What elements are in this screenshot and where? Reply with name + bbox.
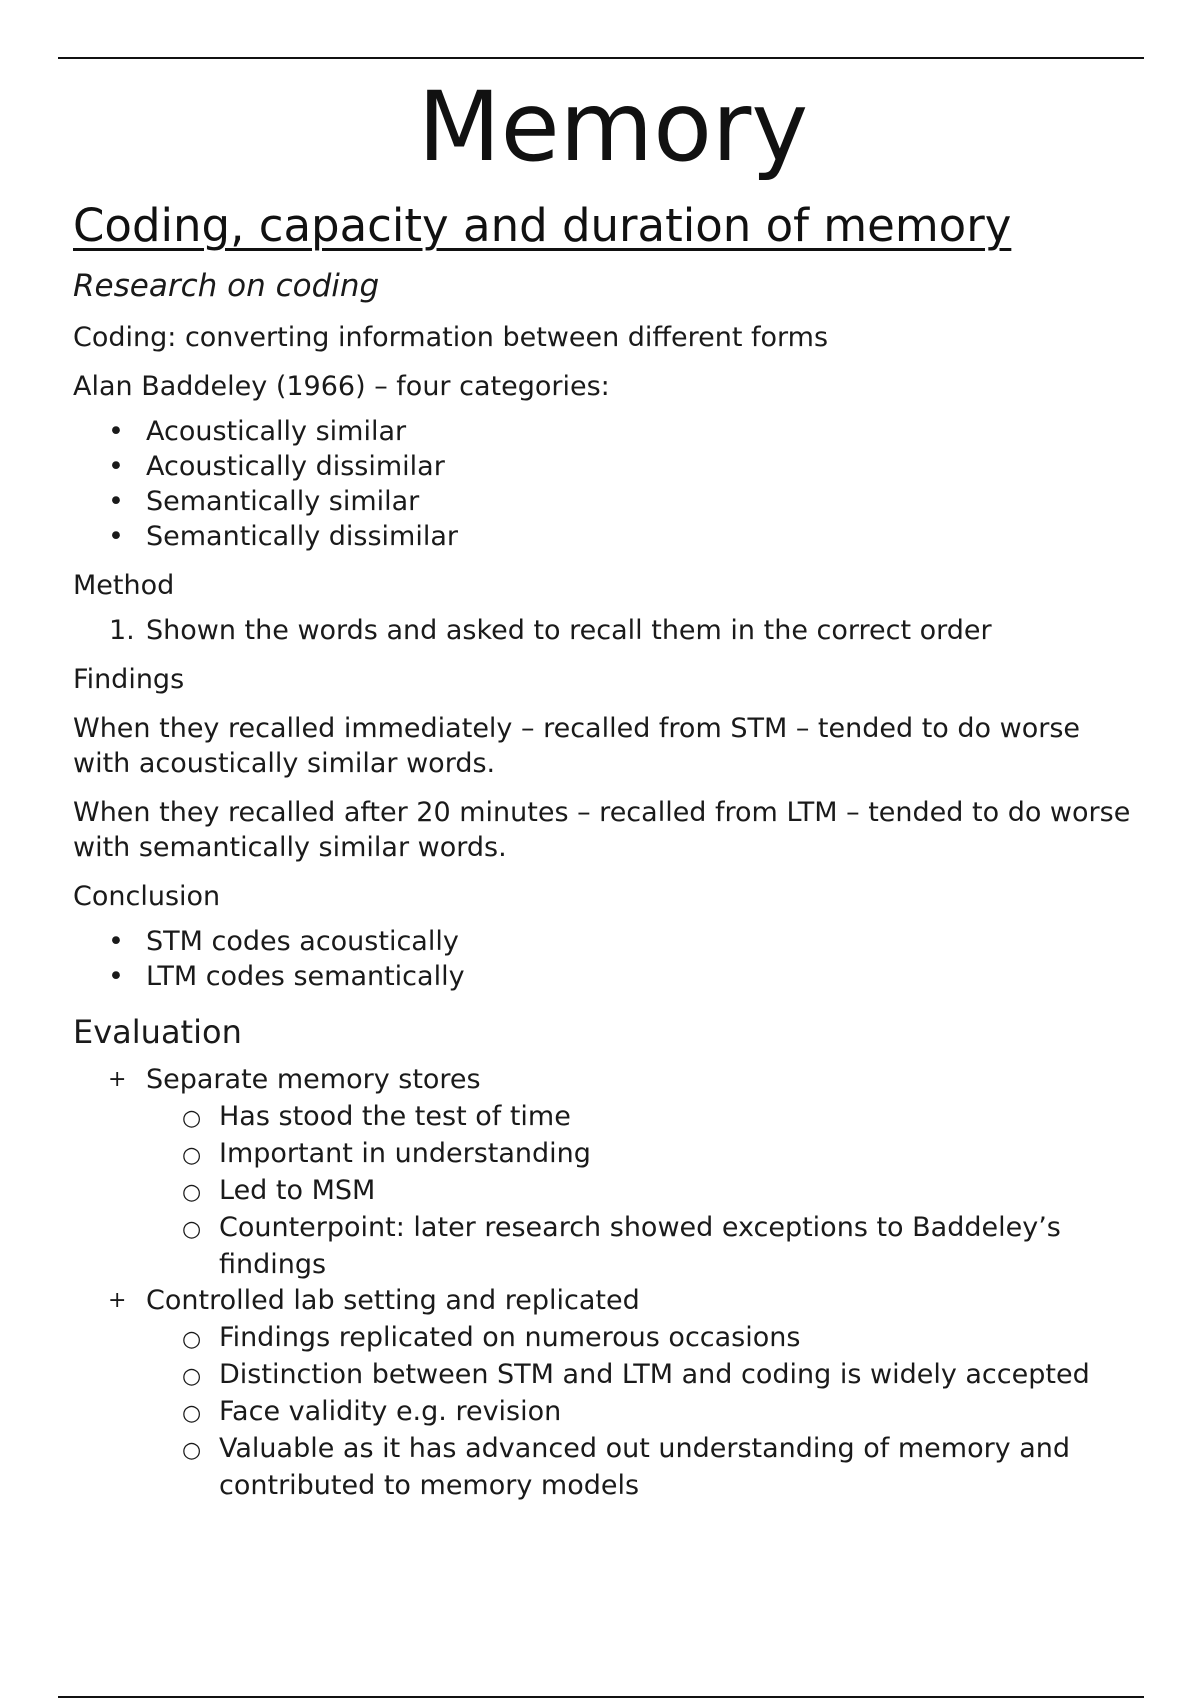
sub-list-item-text: Findings replicated on numerous occasions: [219, 1322, 801, 1353]
circle-bullet-icon: ○: [182, 1327, 202, 1352]
circle-bullet-icon: ○: [182, 1143, 202, 1168]
findings-paragraph: When they recalled after 20 minutes – recalled from LTM – tended to do worse with semantically similar words.: [73, 797, 1131, 863]
plus-icon: +: [108, 1288, 127, 1313]
list-item-text: Acoustically dissimilar: [146, 451, 445, 482]
circle-bullet-icon: ○: [182, 1217, 202, 1242]
sub-list-item-text: Counterpoint: later research showed exceptions to Baddeley’s findings: [219, 1212, 1061, 1280]
sub-list-item: [146, 1209, 1133, 1283]
list-item: [73, 484, 1133, 519]
evaluation-item: [73, 1062, 1133, 1283]
list-item: [73, 924, 1133, 959]
section-heading-text: Coding, capacity and duration of memory: [73, 199, 1012, 252]
conclusion-label: Conclusion: [73, 881, 221, 912]
list-item-text: Shown the words and asked to recall them in the correct order: [146, 615, 992, 646]
findings-paragraph: When they recalled immediately – recalled from STM – tended to do worse with acoustically similar words.: [73, 713, 1081, 779]
circle-bullet-icon: ○: [182, 1106, 202, 1131]
bullet-icon: •: [108, 521, 124, 552]
sub-list-item: [146, 1172, 1133, 1209]
list-item-text: Semantically similar: [146, 486, 420, 517]
circle-bullet-icon: ○: [182, 1401, 202, 1426]
bullet-icon: •: [108, 416, 124, 447]
bullet-icon: •: [108, 451, 124, 482]
evaluation-heading: Evaluation: [73, 1013, 242, 1051]
document-content: [73, 68, 1133, 1504]
list-item-text: LTM codes semantically: [146, 961, 465, 992]
conclusion-list: [73, 924, 1133, 994]
top-rule: [58, 57, 1144, 59]
method-list: [73, 613, 1133, 648]
categories-list: [73, 414, 1133, 554]
subheading-research-on-coding: Research on coding: [73, 268, 380, 304]
sub-list-item: [146, 1356, 1133, 1393]
list-item: [73, 449, 1133, 484]
circle-bullet-icon: ○: [182, 1180, 202, 1205]
list-item: [73, 613, 1133, 648]
sub-list-item-text: Led to MSM: [219, 1175, 376, 1206]
sub-list-item-text: Important in understanding: [219, 1138, 591, 1169]
sub-list-item: [146, 1319, 1133, 1356]
circle-bullet-icon: ○: [182, 1364, 202, 1389]
intro-paragraph: Alan Baddeley (1966) – four categories:: [73, 371, 610, 402]
evaluation-sublist: [146, 1319, 1133, 1504]
circle-bullet-icon: ○: [182, 1438, 202, 1463]
sub-list-item: [146, 1135, 1133, 1172]
sub-list-item: [146, 1430, 1133, 1504]
plus-icon: +: [108, 1067, 127, 1092]
bullet-icon: •: [108, 486, 124, 517]
bottom-rule: [58, 1696, 1144, 1698]
evaluation-item-text: Separate memory stores: [146, 1064, 481, 1095]
list-item-text: STM codes acoustically: [146, 926, 459, 957]
sub-list-item: [146, 1098, 1133, 1135]
sub-list-item-text: Distinction between STM and LTM and coding is widely accepted: [219, 1359, 1090, 1390]
findings-label: Findings: [73, 664, 185, 695]
sub-list-item-text: Has stood the test of time: [219, 1101, 571, 1132]
sub-list-item-text: Face validity e.g. revision: [219, 1396, 562, 1427]
definition-paragraph: Coding: converting information between different forms: [73, 322, 829, 353]
list-item-text: Acoustically similar: [146, 416, 407, 447]
sub-list-item-text: Valuable as it has advanced out understanding of memory and contributed to memory models: [219, 1433, 1071, 1501]
evaluation-item-text: Controlled lab setting and replicated: [146, 1285, 640, 1316]
bullet-icon: •: [108, 926, 124, 957]
sub-list-item: [146, 1393, 1133, 1430]
method-label: Method: [73, 570, 175, 601]
list-item: [73, 959, 1133, 994]
bullet-icon: •: [108, 961, 124, 992]
evaluation-sublist: [146, 1098, 1133, 1283]
page-title: Memory: [417, 71, 809, 183]
evaluation-list: [73, 1062, 1133, 1504]
section-heading: [73, 198, 1133, 254]
list-item: [73, 414, 1133, 449]
list-item-text: Semantically dissimilar: [146, 521, 458, 552]
evaluation-item: [73, 1283, 1133, 1504]
list-number: 1.: [109, 615, 135, 646]
list-item: [73, 519, 1133, 554]
